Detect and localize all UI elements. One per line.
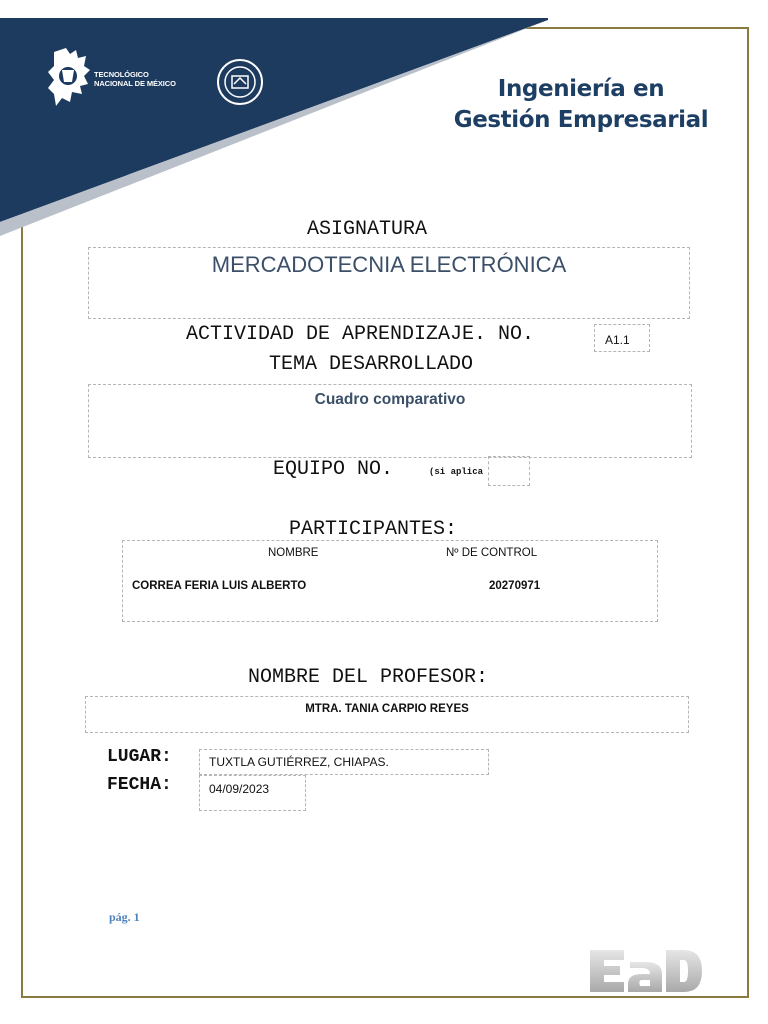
professor-name: MTRA. TANIA CARPIO REYES <box>305 703 469 715</box>
date-value: 04/09/2023 <box>209 782 270 796</box>
team-note: (si aplica <box>429 467 484 477</box>
participant-control-number: 20270971 <box>489 580 541 592</box>
place-value: TUXTLA GUTIÉRREZ, CHIAPAS. <box>209 755 389 769</box>
team-heading: EQUIPO NO. <box>273 458 394 481</box>
participants-heading: PARTICIPANTES: <box>289 518 458 541</box>
column-header-name: NOMBRE <box>268 547 319 559</box>
place-label: LUGAR: <box>107 747 172 767</box>
topic-heading: TEMA DESARROLLADO <box>269 353 474 376</box>
professor-heading: NOMBRE DEL PROFESOR: <box>248 666 489 689</box>
page-number: pág. 1 <box>109 910 140 924</box>
team-number-box <box>488 456 530 486</box>
tecnm-logo <box>48 48 92 110</box>
date-label: FECHA: <box>107 775 172 795</box>
career-title: Ingeniería en Gestión Empresarial <box>453 76 709 133</box>
activity-heading: ACTIVIDAD DE APRENDIZAJE. NO. <box>186 323 535 346</box>
activity-number: A1.1 <box>594 324 650 352</box>
column-header-control-number: Nº DE CONTROL <box>446 547 538 559</box>
subject-value: MERCADOTECNIA ELECTRÓNICA <box>211 252 567 277</box>
tecnm-logo-text: TECNOLÓGICO NACIONAL DE MÉXICO <box>94 70 176 88</box>
institute-seal-icon <box>216 58 264 106</box>
ead-logo-icon <box>588 946 704 994</box>
participant-name: CORREA FERIA LUIS ALBERTO <box>132 580 307 592</box>
subject-heading: ASIGNATURA <box>307 218 428 241</box>
topic-value: Cuadro comparativo <box>314 391 466 408</box>
